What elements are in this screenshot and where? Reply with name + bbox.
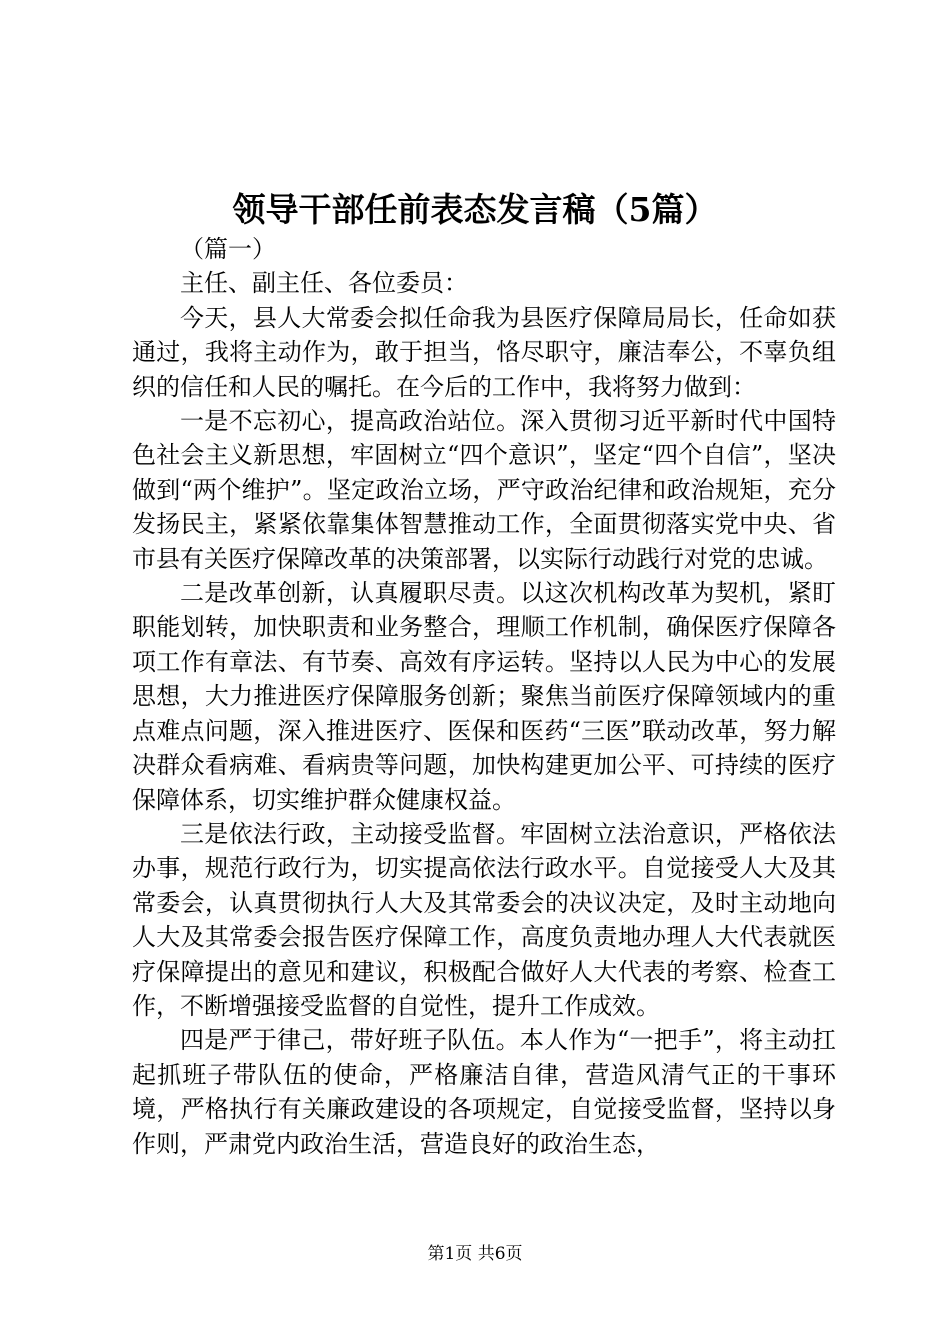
paragraph-point-two: 二是改革创新，认真履职尽责。以这次机构改革为契机，紧盯职能划转，加快职责和业务整合，理顺工作机制，确保医疗保障各项工作有章法、有节奏、高效有序运转。坚持以人民为中心的发展思想，大力推进医疗保障服务创新；聚焦当前医疗保障领域内的重点难点问题，深入推进医疗、医保和医药“三医”联动改革，努力解决群众看病难、看病贵等问题，加快构建更加公平、可持续的医疗保障体系，切实维护群众健康权益。 xyxy=(132,579,836,814)
page-number-footer: 第1页 共6页 xyxy=(427,1244,523,1264)
paragraph-point-four: 四是严于律己，带好班子队伍。本人作为“一把手”，将主动扛起抓班子带队伍的使命，严格廉洁自律，营造风清气正的干事环境，严格执行有关廉政建设的各项规定，自觉接受监督，坚持以身作则，严肃党内政治生活，营造良好的政治生态， xyxy=(132,1026,836,1158)
paragraph-section-label: （篇一） xyxy=(180,235,276,263)
paragraph-point-one: 一是不忘初心，提高政治站位。深入贯彻习近平新时代中国特色社会主义新思想，牢固树立“四个意识”，坚定“四个自信”，坚决做到“两个维护”。坚定政治立场，严守政治纪律和政治规矩，充分发扬民主，紧紧依靠集体智慧推动工作，全面贯彻落实党中央、省市县有关医疗保障改革的决策部署，以实际行动践行对党的忠诚。 xyxy=(132,407,836,573)
document-title: 领导干部任前表态发言稿（5篇） xyxy=(232,190,718,229)
paragraph-salutation: 主任、副主任、各位委员： xyxy=(180,269,468,298)
paragraph-intro: 今天，县人大常委会拟任命我为县医疗保障局局长，任命如获通过，我将主动作为，敢于担当，恪尽职守，廉洁奉公，不辜负组织的信任和人民的嘱托。在今后的工作中，我将努力做到： xyxy=(132,303,836,401)
document-body xyxy=(132,232,836,1161)
paragraph-point-three: 三是依法行政，主动接受监督。牢固树立法治意识，严格依法办事，规范行政行为，切实提高依法行政水平。自觉接受人大及其常委会，认真贯彻执行人大及其常委会的决议决定，及时主动地向人大及其常委会报告医疗保障工作，高度负责地办理人大代表就医疗保障提出的意见和建议，积极配合做好人大代表的考察、检查工作，不断增强接受监督的自觉性，提升工作成效。 xyxy=(132,819,836,1020)
